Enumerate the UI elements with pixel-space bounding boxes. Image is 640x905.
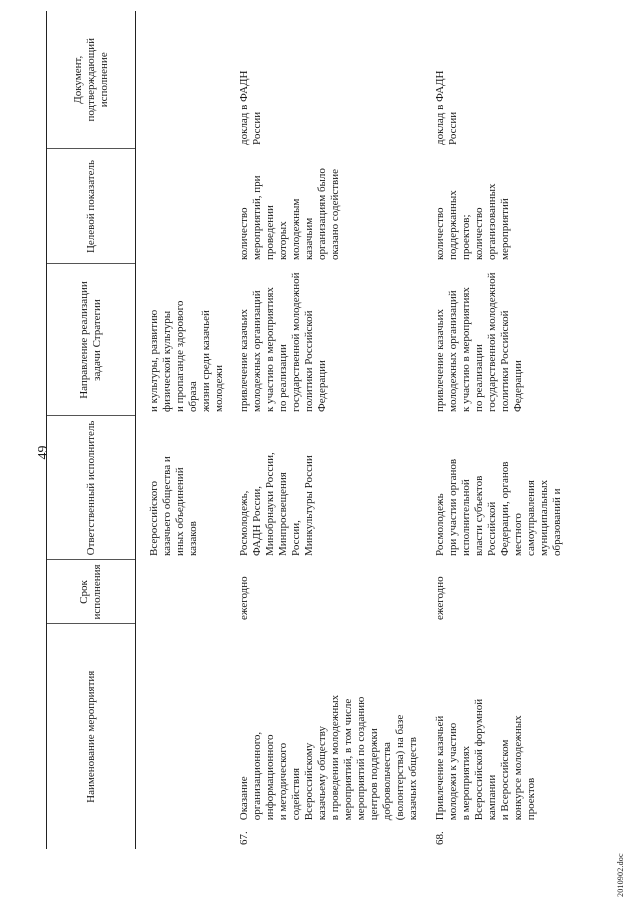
cell-document: доклад в ФАДН России — [434, 70, 459, 145]
cell-executor: Росмолодежь, ФАДН России, Минобрнауки России, Минпросвещения России, Минкультуры России — [238, 452, 315, 556]
table-header-row — [47, 11, 136, 849]
cell-direction: и культуры, развитию физической культуры и пропаганде здорового образа жизни среди казачьей молодежи — [148, 300, 225, 412]
header-name: Наименование мероприятия — [47, 624, 136, 849]
cell-direction: привлечение казачьих молодежных организаций к участию в мероприятиях по реализации государственной молодежной политики Российской Федерации — [434, 272, 524, 412]
header-indicator: Целевой показатель — [47, 149, 136, 264]
header-document: Документ, подтверждающий исполнение — [47, 11, 136, 149]
cell-direction: привлечение казачьих молодежных организаций к участию в мероприятиях по реализации государственной молодежной политики Российской Федерации — [238, 272, 328, 412]
cell-document: доклад в ФАДН России — [238, 70, 263, 145]
table-row-continuation — [136, 11, 235, 849]
cell-deadline: ежегодно — [238, 576, 250, 620]
cell-name — [234, 624, 430, 849]
cell-indicator: количество мероприятий, при проведении которых молодежным казачьим организациям было оказано содействие — [238, 168, 341, 260]
row-number: 67. — [238, 831, 250, 845]
cell-indicator — [136, 149, 235, 264]
cell-deadline — [136, 560, 235, 624]
cell-name — [136, 624, 235, 849]
header-deadline: Срок исполнения — [47, 560, 136, 624]
header-direction: Направление реализации задачи Стратегии — [47, 264, 136, 416]
row-name: Оказание организационного, информационного и методического содействия Всероссийскому казачьему обществу в проведении молодежных мероприятий, в том числе мероприятий по созданию центров поддержки добровольчества (волонтерства) на базе казачьих обществ — [238, 694, 419, 821]
measures-table — [46, 11, 564, 849]
cell-document — [136, 11, 235, 149]
row-number: 68. — [434, 831, 446, 845]
cell-executor: Всероссийского казачьего общества и иных объединений казаков — [148, 456, 199, 556]
page-number: 49 — [36, 445, 51, 460]
cell-name — [430, 624, 564, 849]
cell-indicator: количество поддержанных проектов; количество организованных мероприятий — [434, 183, 511, 260]
cell-executor: Росмолодежь при участии органов исполнительной власти субъектов Российской Федерации, органов местного самоуправления муниципальных образований и — [434, 458, 563, 556]
row-name: Привлечение казачьей молодежи к участию в мероприятиях Всероссийской форумной кампании и Всероссийском конкурсе молодежных проектов — [434, 698, 537, 821]
header-executor: Ответственный исполнитель — [47, 416, 136, 560]
cell-deadline: ежегодно — [434, 576, 446, 620]
document-id: 2010902.doc — [616, 853, 625, 897]
table-row — [234, 11, 430, 849]
table-row — [430, 11, 564, 849]
